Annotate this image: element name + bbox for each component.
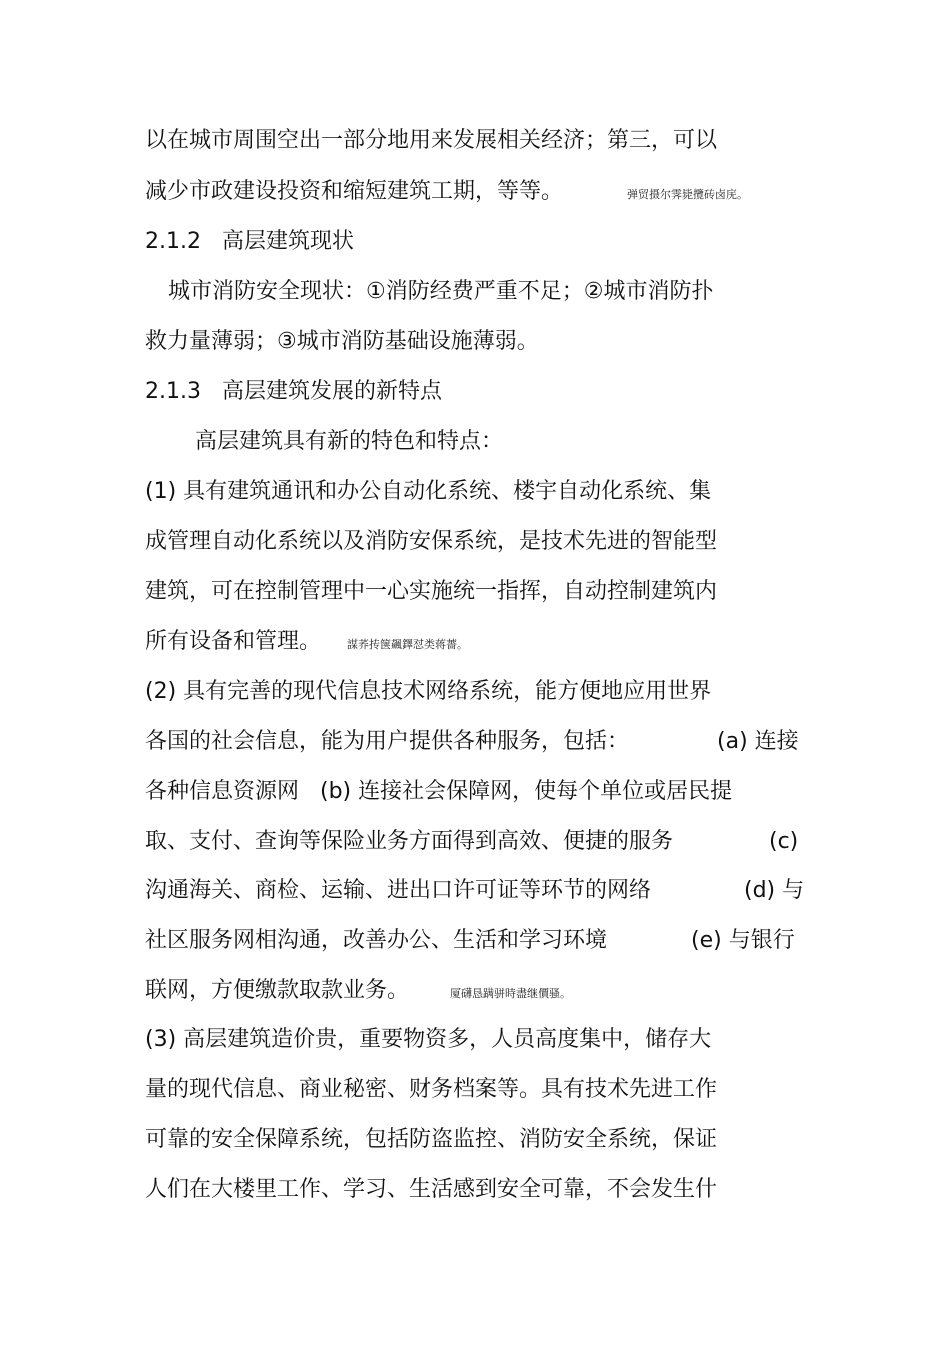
list-item-2-subitem: (d) 与 (744, 878, 805, 903)
list-item-3-line: 人们在大楼里工作、学习、生活感到安全可靠，不会发生什 (145, 1177, 718, 1202)
list-item-2-line: 取、支付、查询等保险业务方面得到高效、便捷的服务 (145, 829, 674, 854)
section-heading-2-1-2: 2.1.2 高层建筑现状 (145, 229, 354, 254)
list-item-2-subitem: (a) 连接 (717, 729, 799, 754)
list-item-2-subitem: (e) 与银行 (691, 928, 795, 953)
list-item-2-line: 各种信息资源网 (b) 连接社会保障网，使每个单位或居民提 (145, 779, 733, 804)
list-item-3-line: (3) 高层建筑造价贵，重要物资多，人员高度集中，储存大 (145, 1027, 712, 1052)
garbled-watermark-text: 厦礴恳蹒骈時盡继價骚。 (450, 987, 571, 1000)
list-item-1-line: 成管理自动化系统以及消防安保系统，是技术先进的智能型 (145, 529, 718, 554)
list-item-1-line: 建筑，可在控制管理中一心实施统一指挥，自动控制建筑内 (145, 579, 718, 604)
list-item-2-line: 沟通海关、商检、运输、进出口许可证等环节的网络 (145, 878, 652, 903)
paragraph-line: 救力量薄弱；③城市消防基础设施薄弱。 (145, 329, 539, 354)
list-item-2-subitem: (c) (769, 829, 799, 854)
list-item-2-line: (2) 具有完善的现代信息技术网络系统，能方便地应用世界 (145, 679, 712, 704)
list-item-1-line: (1) 具有建筑通讯和办公自动化系统、楼宇自动化系统、集 (145, 479, 712, 504)
paragraph-line: 高层建筑具有新的特色和特点： (195, 429, 504, 454)
list-item-2-line: 各国的社会信息，能为用户提供各种服务，包括： (145, 729, 630, 754)
paragraph-line: 以在城市周围空出一部分地用来发展相关经济；第三，可以 (145, 128, 718, 153)
list-item-3-line: 量的现代信息、商业秘密、财务档案等。具有技术先进工作 (145, 1077, 718, 1102)
garbled-watermark-text: 謀荞抟箧飆鐸怼类蒋薔。 (347, 638, 468, 651)
paragraph-line: 城市消防安全现状：①消防经费严重不足；②城市消防扑 (168, 279, 714, 304)
paragraph-line: 减少市政建设投资和缩短建筑工期，等等。 (145, 179, 564, 204)
list-item-2-line: 社区服务网相沟通，改善办公、生活和学习环境 (145, 928, 608, 953)
list-item-2-line: 联网，方便缴款取款业务。 (145, 978, 410, 1003)
list-item-3-line: 可靠的安全保障系统，包括防盗监控、消防安全系统，保证 (145, 1127, 718, 1152)
section-heading-2-1-3: 2.1.3 高层建筑发展的新特点 (145, 379, 442, 404)
garbled-watermark-text: 弹贸摄尔霁毙攬砖卤庑。 (627, 188, 748, 201)
list-item-1-line: 所有设备和管理。 (145, 629, 322, 654)
